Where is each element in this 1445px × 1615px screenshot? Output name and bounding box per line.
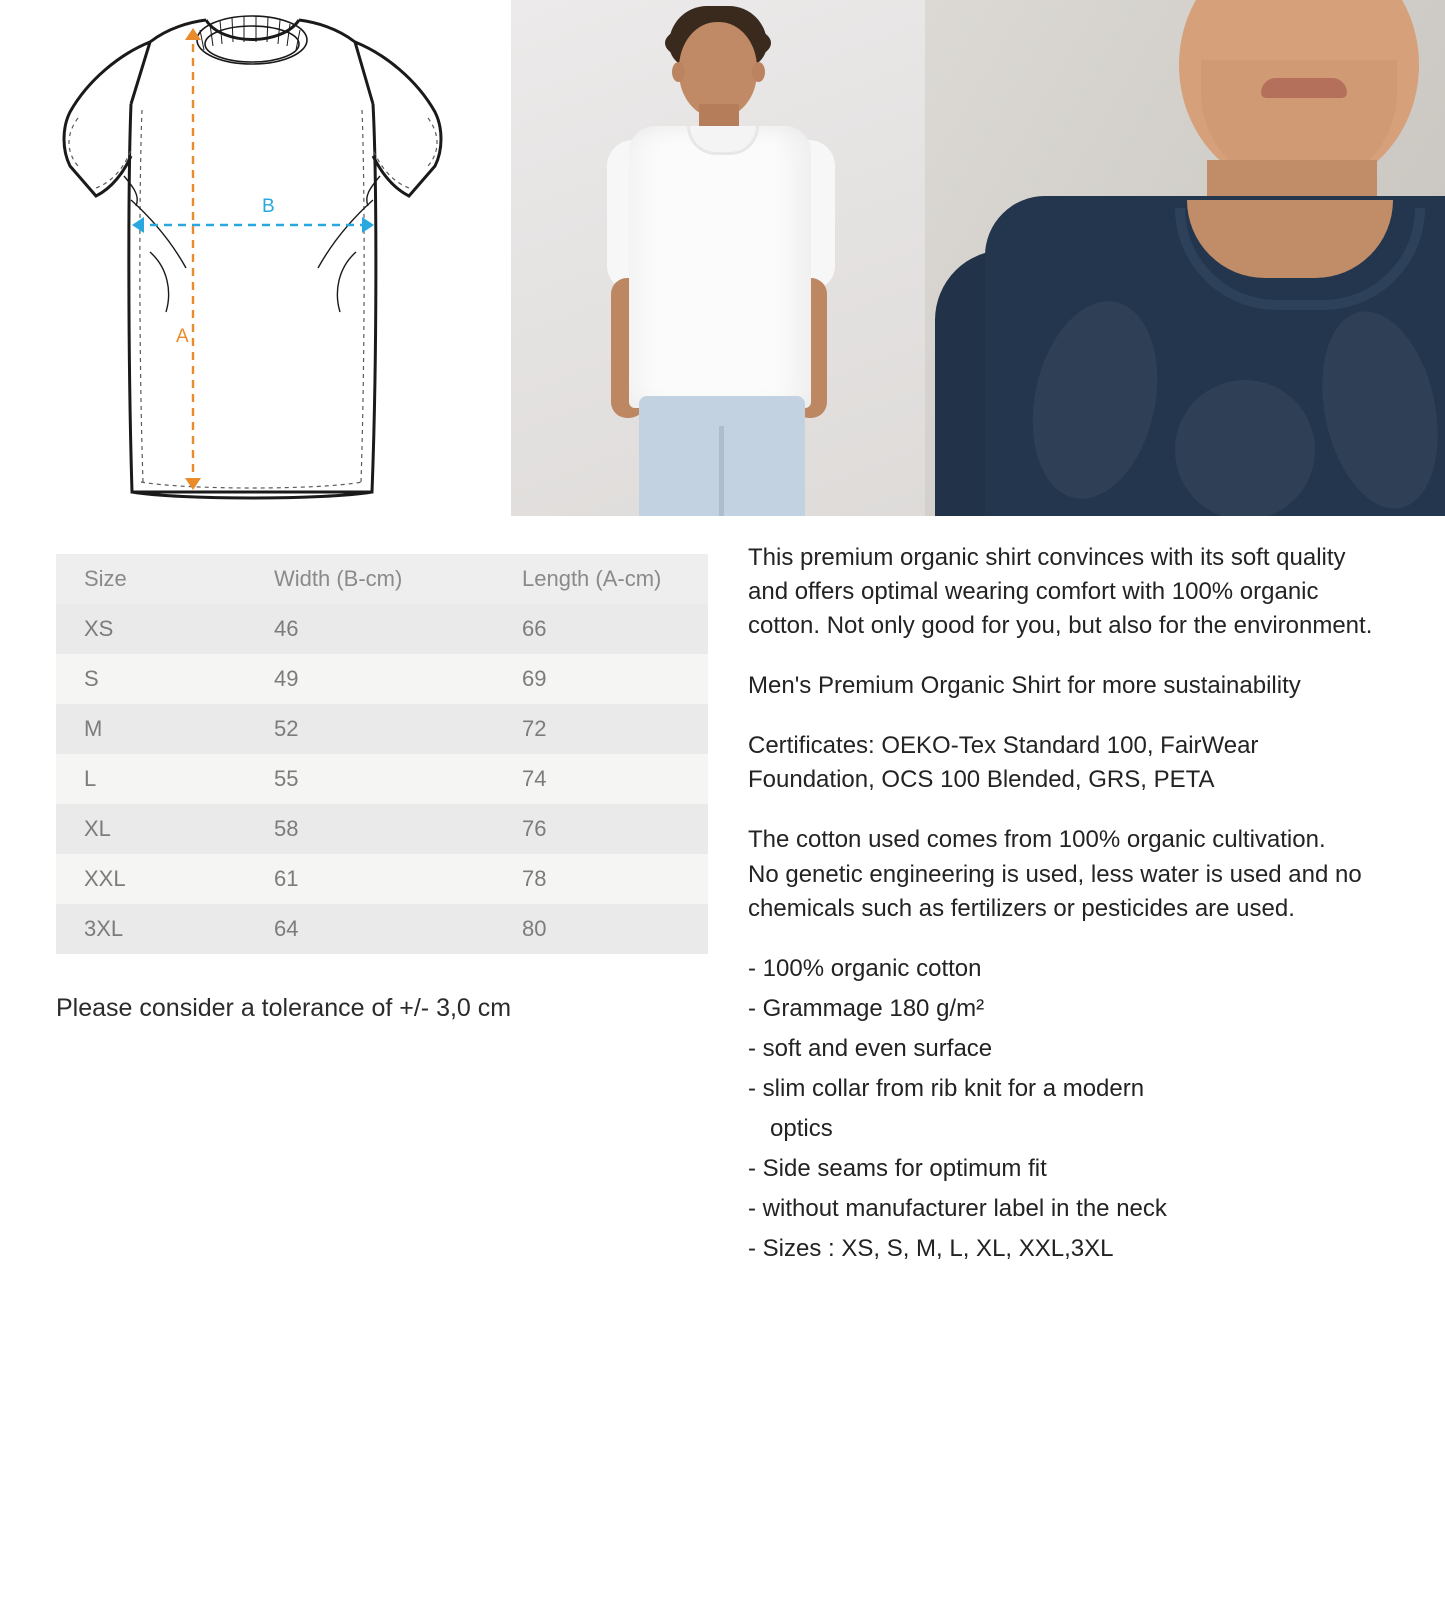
cell-length: 76	[522, 816, 547, 841]
column-header-width: Width (B-cm)	[274, 566, 403, 591]
tolerance-note: Please consider a tolerance of +/- 3,0 cm	[56, 994, 512, 1022]
model-jeans	[639, 396, 805, 516]
feature-item: - Sizes : XS, S, M, L, XL, XXL,3XL	[748, 1235, 1114, 1263]
tshirt-technical-drawing	[0, 0, 511, 516]
cell-width: 55	[274, 766, 299, 791]
product-image-strip	[0, 0, 1445, 516]
feature-item: - slim collar from rib knit for a modern	[748, 1074, 1145, 1102]
description-cotton-line-1: The cotton used comes from 100% organic cultivation.	[748, 826, 1326, 854]
cell-length: 72	[522, 716, 547, 741]
product-description	[748, 541, 1378, 1272]
cell-size: M	[84, 716, 103, 741]
table-row	[56, 804, 708, 854]
cell-length: 74	[522, 766, 547, 791]
cell-size: S	[84, 666, 99, 691]
column-header-length: Length (A-cm)	[522, 566, 662, 591]
cell-size: XS	[84, 616, 114, 641]
size-chart-table	[56, 554, 708, 954]
product-details	[0, 516, 1445, 1615]
cell-width: 49	[274, 666, 299, 691]
cell-size: XL	[84, 816, 111, 841]
length-label: A	[176, 326, 189, 347]
technical-drawing-panel	[0, 0, 511, 516]
width-label: B	[262, 196, 275, 217]
model-white-shirt-photo	[511, 0, 925, 516]
feature-item: - Side seams for optimum fit	[748, 1155, 1047, 1183]
cell-width: 52	[274, 716, 299, 741]
table-header-row	[56, 554, 708, 604]
feature-item: - without manufacturer label in the neck	[748, 1195, 1167, 1223]
cell-width: 64	[274, 916, 299, 941]
description-certificates: Certificates: OEKO-Tex Standard 100, FairWear Foundation, OCS 100 Blended, GRS, PETA	[748, 732, 1259, 794]
table-row	[56, 904, 708, 954]
cell-width: 58	[274, 816, 299, 841]
model-navy-shirt-photo	[925, 0, 1445, 516]
description-paragraph-2: Men's Premium Organic Shirt for more sustainability	[748, 672, 1301, 700]
table-row	[56, 604, 708, 654]
description-cotton-line-2: No genetic engineering is used, less water is used and no chemicals such as fertilizers or pesticides are used.	[748, 860, 1362, 922]
column-header-size: Size	[84, 566, 127, 591]
table-row	[56, 754, 708, 804]
feature-item: - 100% organic cotton	[748, 954, 982, 982]
table-row	[56, 654, 708, 704]
cell-width: 61	[274, 866, 299, 891]
cell-length: 66	[522, 616, 547, 641]
cell-width: 46	[274, 616, 299, 641]
table-row	[56, 854, 708, 904]
table-row	[56, 704, 708, 754]
feature-item-continuation: optics	[770, 1115, 833, 1143]
cell-length: 69	[522, 666, 547, 691]
white-tshirt	[629, 126, 811, 408]
feature-item: - Grammage 180 g/m²	[748, 994, 985, 1022]
cell-size: XXL	[84, 866, 126, 891]
feature-item: - soft and even surface	[748, 1034, 993, 1062]
cell-size: L	[84, 766, 97, 791]
feature-list	[748, 952, 1378, 1267]
cell-size: 3XL	[84, 916, 124, 941]
description-paragraph-1: This premium organic shirt convinces with its soft quality and offers optimal wearing comfort with 100% organic cotton. Not only good for you, but also for the environment.	[748, 544, 1373, 640]
cell-length: 80	[522, 916, 547, 941]
cell-length: 78	[522, 866, 547, 891]
